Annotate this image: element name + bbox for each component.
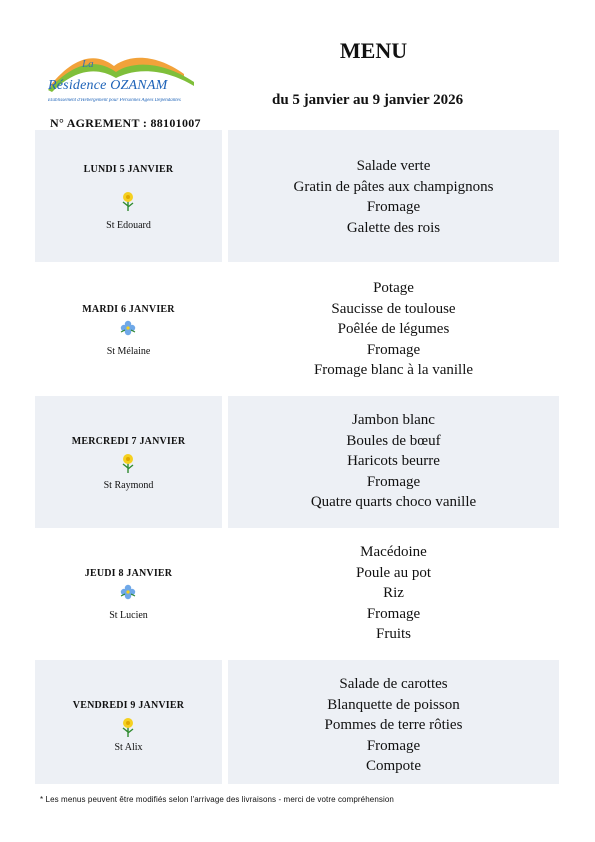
dish-item: Gratin de pâtes aux champignons (293, 178, 494, 195)
day-label: MERCREDI 7 JANVIER (71, 436, 186, 447)
day-label: JEUDI 8 JANVIER (84, 568, 173, 579)
saint-name: St Raymond (103, 480, 154, 491)
blue-forget-me-not-icon (118, 584, 138, 606)
logo-tagline: Etablissement d'Hébergement pour Personnes Agées Dépendantes (48, 98, 181, 103)
day-label: LUNDI 5 JANVIER (83, 164, 174, 175)
dishes-cell (228, 262, 559, 396)
dishes-cell (228, 528, 559, 660)
dish-item: Fromage (366, 199, 421, 216)
dish-list (228, 156, 559, 238)
agrement-number: N° AGREMENT : 88101007 (50, 116, 201, 130)
page-title-text: MENU (339, 38, 408, 63)
dish-item: Fromage (366, 473, 421, 490)
logo-text-residence: Résidence OZANAM (48, 78, 168, 93)
dish-item: Potage (373, 280, 414, 296)
dish-list (228, 410, 559, 513)
page-subtitle: du 5 janvier au 9 janvier 2026 (272, 92, 464, 108)
dish-item: Riz (383, 585, 404, 602)
day-cell (35, 660, 222, 784)
dish-item: Blanquette de poisson (327, 696, 460, 713)
day-row-vendredi (35, 660, 559, 784)
dish-item: Fromage blanc à la vanille (313, 362, 474, 379)
dishes-cell (228, 396, 559, 528)
day-row-lundi (35, 130, 559, 262)
dishes-cell (228, 130, 559, 262)
logo-text-la: La (82, 58, 94, 70)
footnote: * Les menus peuvent être modifiés selon l'arrivage des livraisons - merci de votre compréhension (40, 795, 394, 804)
dish-list (228, 674, 559, 777)
dish-item: Compote (366, 758, 421, 775)
saint-name: St Edouard (106, 220, 151, 231)
day-row-mercredi (35, 396, 559, 528)
blue-forget-me-not-icon (118, 320, 138, 342)
dish-item: Galette des rois (346, 219, 441, 236)
dish-item: Fromage (366, 605, 421, 622)
day-label: VENDREDI 9 JANVIER (72, 700, 185, 711)
dish-item: Fromage (366, 737, 421, 754)
saint-name: St Lucien (109, 610, 148, 621)
dish-item: Jambon blanc (352, 412, 435, 428)
dish-item: Pommes de terre rôties (324, 717, 463, 734)
dish-list (228, 278, 559, 381)
dish-item: Saucisse de toulouse (331, 300, 456, 317)
day-row-mardi (35, 262, 559, 396)
day-cell (35, 262, 222, 396)
dish-item: Haricots beurre (347, 453, 440, 470)
dish-item: Poêlée de légumes (337, 321, 450, 338)
day-cell (35, 528, 222, 660)
saint-name: St Alix (114, 742, 143, 753)
yellow-dandelion-icon (118, 452, 138, 474)
dish-list (228, 542, 559, 645)
yellow-dandelion-icon (118, 190, 138, 212)
dish-item: Salade de carottes (339, 676, 448, 692)
dish-item: Fromage (366, 341, 421, 358)
day-cell (35, 396, 222, 528)
day-cell (35, 130, 222, 262)
page-title (0, 38, 595, 64)
dishes-cell (228, 660, 559, 784)
day-row-jeudi (35, 528, 559, 660)
dish-item: Boules de bœuf (346, 432, 441, 449)
dish-item: Salade verte (356, 158, 431, 174)
saint-name: St Mélaine (106, 346, 151, 357)
dish-item: Poule au pot (356, 564, 431, 581)
dish-item: Macédoine (360, 544, 427, 560)
day-label: MARDI 6 JANVIER (82, 304, 175, 315)
dish-item: Fruits (375, 626, 411, 643)
dish-item: Quatre quarts choco vanille (310, 494, 477, 511)
yellow-dandelion-icon (118, 716, 138, 738)
